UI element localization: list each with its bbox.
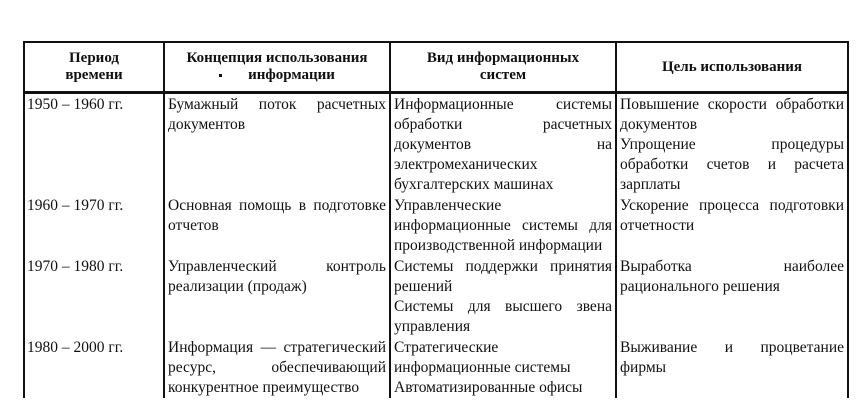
table-row: [24, 195, 848, 256]
table-row: [24, 256, 848, 337]
cell-text: Информационные системы обработки расчетных документов на электромеханических бухгалтерских машинах: [394, 96, 612, 193]
header-concept-line-1: Концепция использования: [186, 50, 368, 66]
cell-text: Выживание и процветание фирмы: [620, 339, 844, 376]
cell-purpose: [616, 337, 848, 398]
header-system-type-line-2: систем: [479, 67, 527, 83]
header-concept-line-2: информации: [248, 67, 335, 83]
cell-concept: [164, 337, 390, 398]
scan-artifact-dot: [219, 74, 222, 77]
cell-concept: [164, 93, 390, 196]
cell-system-type: [390, 256, 616, 337]
table-row: [24, 93, 848, 196]
document-table-container: [23, 41, 847, 398]
cell-text: Основная помощь в подготовке отчетов: [168, 197, 386, 234]
cell-text: Управленческие информационные системы для производственной информации: [394, 197, 612, 254]
table-header-row: [24, 42, 848, 93]
cell-period: 1960 – 1970 гг.: [24, 195, 164, 256]
cell-purpose: [616, 256, 848, 337]
cell-text: Стратегические информационные системы: [394, 339, 571, 376]
cell-text: Системы поддержки принятия решений: [394, 258, 612, 295]
cell-purpose: [616, 195, 848, 256]
header-purpose-line-1: Цель использования: [661, 58, 803, 75]
cell-text: Повышение скорости обработки документов: [620, 96, 844, 133]
cell-period: 1980 – 2000 гг.: [24, 337, 164, 398]
cell-purpose: [616, 93, 848, 196]
cell-text: Выработка наиболее рационального решения: [620, 258, 844, 295]
cell-system-type: [390, 337, 616, 398]
header-concept: [164, 42, 390, 93]
header-period: [24, 42, 164, 93]
cell-text: Системы для высшего звена управления: [394, 298, 612, 335]
cell-text: Упрощение процедуры обработки счетов и расчета зарплаты: [620, 136, 844, 193]
header-system-type: [390, 42, 616, 93]
cell-system-type: [390, 93, 616, 196]
cell-text: Ускорение процесса подготовки отчетности: [620, 197, 844, 234]
cell-text: Информация — стратегический ресурс, обеспечивающий конкурентное преимущество: [168, 339, 386, 396]
cell-concept: [164, 256, 390, 337]
header-system-type-line-1: Вид информационных: [426, 50, 580, 66]
cell-concept: [164, 195, 390, 256]
cell-system-type: [390, 195, 616, 256]
header-period-line-2: времени: [65, 67, 123, 83]
cell-text: Автоматизированные офисы: [394, 379, 583, 396]
table-row: [24, 337, 848, 398]
cell-period: 1950 – 1960 гг.: [24, 93, 164, 196]
cell-period: 1970 – 1980 гг.: [24, 256, 164, 337]
evolution-table: [23, 41, 849, 398]
header-purpose: [616, 42, 848, 93]
cell-text: Бумажный поток расчетных документов: [168, 96, 386, 133]
header-period-line-1: Период: [69, 50, 119, 66]
cell-text: Управленческий контроль реализации (продаж): [168, 258, 386, 295]
